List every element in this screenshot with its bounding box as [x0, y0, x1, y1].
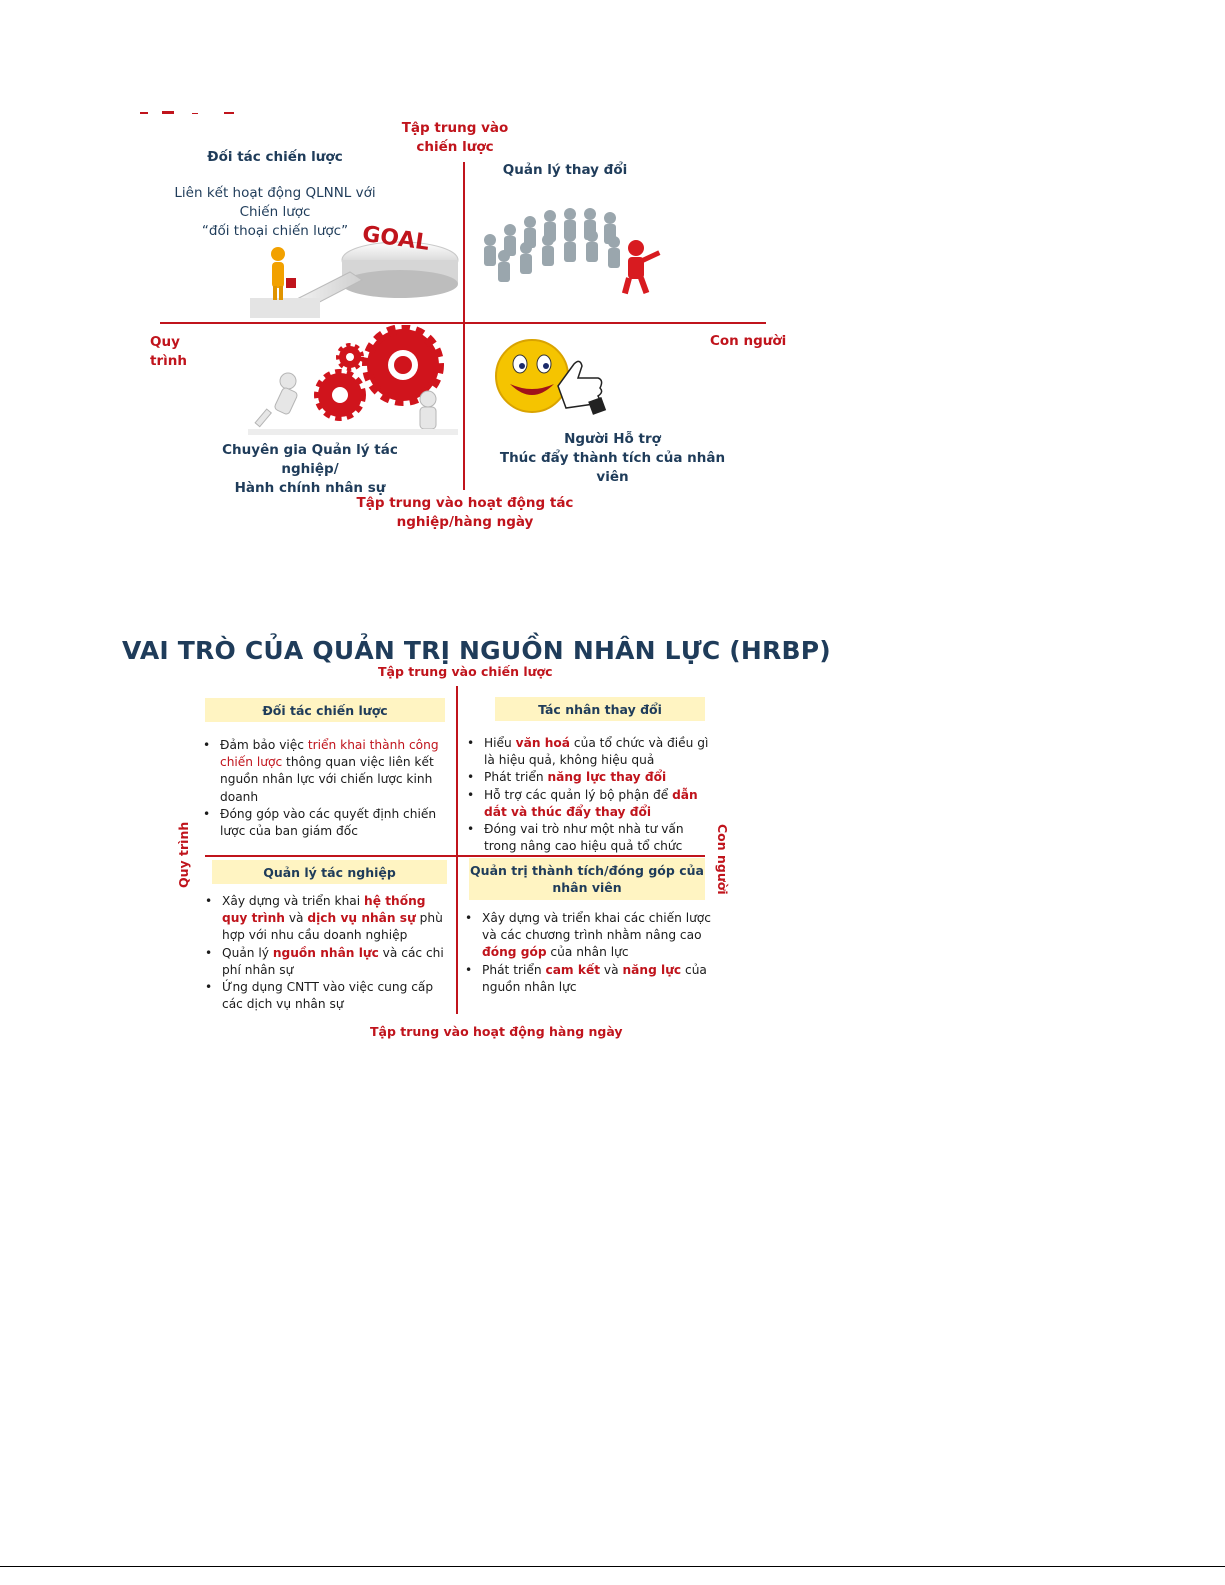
q3-header: Quản lý tác nghiệp — [212, 860, 447, 884]
crowd-figures — [484, 208, 620, 282]
page-bottom-rule — [0, 1566, 1225, 1567]
small-gear — [339, 346, 361, 368]
q1-bullet-list — [203, 737, 448, 840]
large-gear — [367, 329, 439, 401]
q1-bullet-2: • Đóng góp vào các quyết định chiến lược của ban giám đốc — [203, 806, 448, 840]
q2-bullet-1: • Hiểu văn hoá của tổ chức và điều gì là hiệu quả, không hiệu quả — [467, 735, 712, 769]
q3-bullet-2: • Quản lý nguồn nhân lực và các chi phí nhân sự — [205, 945, 455, 979]
top-axis-line-1: Tập trung vào — [401, 120, 509, 136]
medium-gear — [318, 373, 362, 417]
q2-bullet-4: • Đóng vai trò như một nhà tư vấn trong nâng cao hiệu quả tổ chức — [467, 821, 712, 855]
q1-desc-line-3: “đối thoại chiến lược” — [201, 223, 349, 239]
q3-caption-line-2: Hành chính nhân sự — [234, 480, 386, 496]
hrbp-title: VAI TRÒ CỦA QUẢN TRỊ NGUỒN NHÂN LỰC (HRBP) — [122, 636, 831, 665]
top-axis-line-2: chiến lược — [416, 139, 494, 155]
q2-title: Quản lý thay đổi — [502, 162, 628, 178]
horizontal-axis-line — [160, 322, 766, 324]
bottom-axis-line-2: nghiệp/hàng ngày — [396, 514, 534, 530]
left-axis-label-2: Quy trình — [176, 821, 191, 888]
q4-bullet-list — [465, 910, 715, 996]
q4-bullet-2: • Phát triển cam kết và năng lực của nguồn nhân lực — [465, 962, 715, 996]
q4-caption-line-2: Thúc đẩy thành tích của nhân viên — [499, 450, 726, 485]
q2-bullet-2: • Phát triển năng lực thay đổi — [467, 769, 712, 786]
smiley-illustration — [494, 336, 614, 420]
bottom-axis-label-2: Tập trung vào hoạt động hàng ngày — [370, 1024, 623, 1039]
goal-text: GOAL — [360, 221, 431, 256]
top-axis-label-2: Tập trung vào chiến lược — [378, 664, 553, 679]
q1-desc-line-2: Chiến lược — [239, 204, 311, 220]
bottom-axis-label — [350, 494, 580, 532]
goal-illustration — [250, 200, 460, 322]
q1-desc-line-1: Liên kết hoạt động QLNNL với — [174, 185, 376, 201]
vertical-axis-line — [463, 162, 465, 490]
q3-caption-line-1: Chuyên gia Quản lý tác nghiệp/ — [222, 442, 398, 477]
q4-header: Quản trị thành tích/đóng góp của nhân viên — [469, 858, 705, 900]
leader-figure — [622, 240, 660, 294]
q1-bullet-1: • Đảm bảo việc triển khai thành công chiến lược thông quan việc liên kết nguồn nhân lực với chiến lược kinh doanh — [203, 737, 448, 806]
left-axis-label: Quy trình — [150, 334, 187, 369]
q1-header: Đối tác chiến lược — [205, 698, 445, 722]
q2-bullet-3: • Hỗ trợ các quản lý bộ phận để dẫn dắt và thúc đẩy thay đổi — [467, 787, 712, 821]
q2-bullet-list — [467, 735, 712, 855]
q2-header: Tác nhân thay đổi — [495, 697, 705, 721]
cropped-heading-fragment — [118, 104, 308, 114]
q4-caption-line-1: Người Hỗ trợ — [564, 431, 661, 447]
vertical-axis-line-2 — [456, 686, 458, 1014]
cropped-heading-marks — [118, 109, 308, 114]
q3-bullet-3: • Ứng dụng CNTT vào việc cung cấp các dịch vụ nhân sự — [205, 979, 455, 1013]
q3-bullet-list — [205, 893, 455, 1013]
right-axis-label: Con người — [710, 333, 787, 349]
gears-illustration — [248, 325, 458, 437]
q3-bullet-1: • Xây dựng và triển khai hệ thống quy trình và dịch vụ nhân sự phù hợp với nhu cầu doanh nghiệp — [205, 893, 455, 945]
right-axis-label-2: Con người — [715, 824, 730, 895]
q3-caption — [195, 441, 425, 498]
change-leader-illustration — [470, 200, 670, 300]
q4-bullet-1: • Xây dựng và triển khai các chiến lược và các chương trình nhằm nâng cao đóng góp của nhân lực — [465, 910, 715, 962]
q4-caption — [490, 430, 735, 487]
top-axis-label — [380, 119, 530, 157]
q1-title: Đối tác chiến lược — [207, 149, 343, 165]
bottom-axis-line-1: Tập trung vào hoạt động tác — [356, 495, 574, 511]
